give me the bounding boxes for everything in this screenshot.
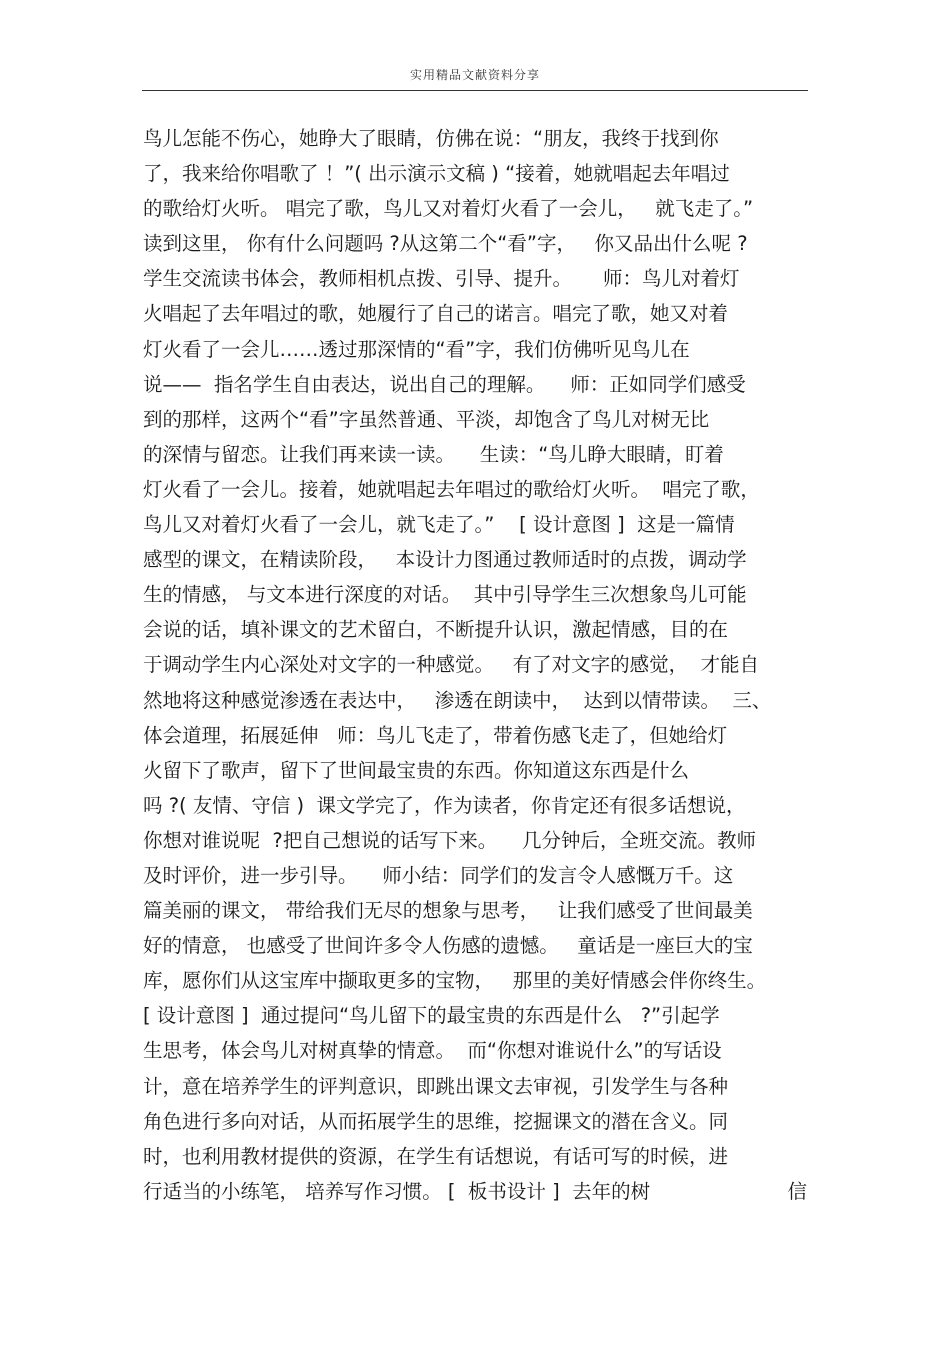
text-line-31-main: 行适当的小练笔， 培养写作习惯。 [ 板书设计 ] 去年的树 [143, 1179, 651, 1203]
text-line-21: 你想对谁说呢 ?把自己想说的话写下来。 几分钟后，全班交流。教师 [143, 828, 757, 852]
text-line-29: 角色进行多向对话，从而拓展学生的思维，挖掘课文的潜在含义。同 [143, 1109, 729, 1133]
text-line-30: 时，也利用教材提供的资源，在学生有话想说，有话可写的时候，进 [143, 1144, 729, 1168]
text-line-31 [143, 1174, 807, 1209]
text-line-26: [ 设计意图 ] 通过提问“鸟儿留下的最宝贵的东西是什么 ?”引起学 [143, 1004, 720, 1028]
text-line-13: 感型的课文，在精读阶段， 本设计力图通过教师适时的点拨，调动学 [143, 548, 747, 572]
text-line-20: 吗 ?( 友情、守信 ) 课文学完了，作为读者，你肯定还有很多话想说， [143, 793, 746, 817]
text-line-16: 于调动学生内心深处对文字的一种感觉。 有了对文字的感觉， 才能自 [143, 653, 759, 677]
text-line-5: 学生交流读书体会，教师相机点拨、引导、提升。 师：鸟儿对着灯 [143, 267, 740, 291]
text-line-12: 鸟儿又对着灯火看了一会儿，就飞走了。” [ 设计意图 ] 这是一篇情 [143, 513, 735, 537]
page-header: 实用精品文献资料分享 [409, 68, 540, 82]
text-line-15: 会说的话，填补课文的艺术留白，不断提升认识，激起情感，目的在 [143, 618, 729, 642]
text-line-24: 好的情意， 也感受了世间许多令人伤感的遗憾。 童话是一座巨大的宝 [143, 934, 753, 958]
text-line-22: 及时评价，进一步引导。 师小结：同学们的发言令人感慨万千。这 [143, 863, 734, 887]
text-line-2: 了，我来给你唱歌了 ！”( 出示演示文稿 ) “接着，她就唱起去年唱过 [143, 162, 730, 186]
text-line-11: 灯火看了一会儿。接着，她就唱起去年唱过的歌给灯火听。 唱完了歌， [143, 477, 760, 501]
body-text [143, 121, 823, 1209]
text-line-18: 体会道理，拓展延伸 师：鸟儿飞走了，带着伤感飞走了，但她给灯 [143, 723, 728, 747]
text-line-7: 灯火看了一会儿……透过那深情的“看”字，我们仿佛听见鸟儿在 [143, 337, 690, 361]
text-line-10: 的深情与留恋。让我们再来读一读。 生读：“鸟儿睁大眼睛，盯着 [143, 442, 724, 466]
text-line-4: 读到这里， 你有什么问题吗 ?从这第二个“看”字， 你又品出什么呢 ? [143, 232, 748, 256]
text-line-23: 篇美丽的课文， 带给我们无尽的想象与思考， 让我们感受了世间最美 [143, 899, 753, 923]
text-line-28: 计，意在培养学生的评判意识，即跳出课文去审视，引发学生与各种 [143, 1074, 729, 1098]
text-line-27: 生思考，体会鸟儿对树真挚的情意。 而“你想对谁说什么”的写话设 [143, 1039, 722, 1063]
text-line-14: 生的情感， 与文本进行深度的对话。 其中引导学生三次想象鸟儿可能 [143, 583, 747, 607]
text-line-31-tail: 信 [787, 1179, 807, 1203]
text-line-25: 库，愿你们从这宝库中撷取更多的宝物， 那里的美好情感会伴你终生。 [143, 969, 767, 993]
text-line-8: 说—— 指名学生自由表达，说出自己的理解。 师：正如同学们感受 [143, 372, 746, 396]
text-line-19: 火留下了歌声，留下了世间最宝贵的东西。你知道这东西是什么 [143, 758, 690, 782]
text-line-6: 火唱起了去年唱过的歌，她履行了自己的诺言。唱完了歌，她又对着 [143, 302, 729, 326]
text-line-1: 鸟儿怎能不伤心，她睁大了眼睛，仿佛在说：“朋友，我终于找到你 [143, 127, 719, 150]
header-divider [142, 90, 808, 91]
text-line-3: 的歌给灯火听。 唱完了歌，鸟儿又对着灯火看了一会儿， 就飞走了。” [143, 197, 754, 221]
text-line-9: 到的那样，这两个“看”字虽然普通、平淡，却饱含了鸟儿对树无比 [143, 407, 710, 431]
text-line-17: 然地将这种感觉渗透在表达中， 渗透在朗读中， 达到以情带读。 三、 [143, 688, 772, 712]
